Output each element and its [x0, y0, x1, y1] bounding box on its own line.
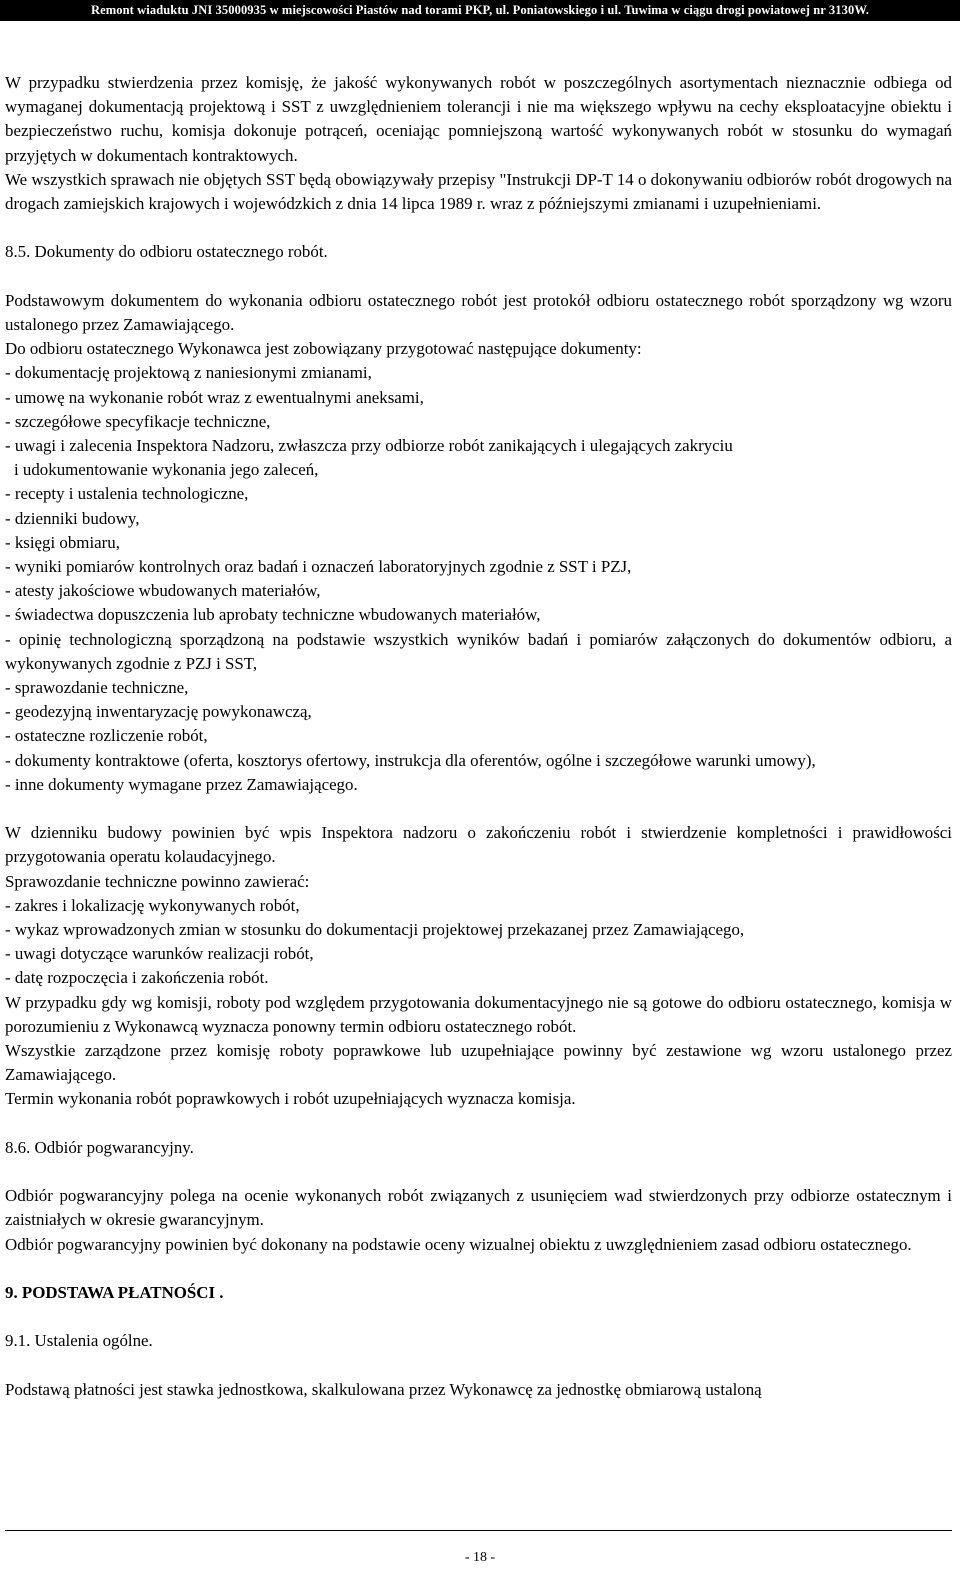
list-item: - recepty i ustalenia technologiczne,	[5, 484, 249, 504]
page-number: - 18 -	[464, 1550, 496, 1565]
list-item: - dokumenty kontraktowe (oferta, kosztorys ofertowy, instrukcja dla oferentów, ogólne i szczegółowe warunki umowy),	[5, 750, 816, 770]
paragraph-diary-entry: W dzienniku budowy powinien być wpis Inspektora nadzoru o zakończeniu robót i stwierdzenie kompletności i prawidłowości przygotowania operatu kolaudacyjnego.	[5, 823, 952, 867]
list-item: - wyniki pomiarów kontrolnych oraz badań i oznaczeń laboratoryjnych zgodnie z SST i PZJ,	[5, 557, 632, 577]
list-item: - księgi obmiaru,	[5, 532, 120, 552]
list-item: - ostateczne rozliczenie robót,	[5, 726, 208, 746]
section-heading-9-1: 9.1. Ustalenia ogólne.	[5, 1331, 153, 1351]
paragraph-not-ready: W przypadku gdy wg komisji, roboty pod względem przygotowania dokumentacyjnego nie są gotowe do odbioru ostatecznego, komisja w porozumieniu z Wykonawcą wyznacza ponowny termin odbioru ostatecznego robót.	[5, 992, 952, 1036]
list-item: - uwagi i zalecenia Inspektora Nadzoru, zwłaszcza przy odbiorze robót zanikających i ulegających zakryciu	[5, 436, 733, 456]
paragraph-regulations: We wszystkich sprawach nie objętych SST będą obowiązywały przepisy "Instrukcji DP-T 14 o dokonywaniu odbiorów robót drogowych na drogach zamiejskich krajowych i wojewódzkich z dnia 14 lipca 1989 r. wraz z późniejszymi zmianami i uzupełnieniami.	[5, 169, 952, 214]
list-item-continuation: i udokumentowanie wykonania jego zaleceń,	[14, 460, 319, 480]
document-body	[5, 71, 952, 1402]
running-header: Remont wiaduktu JNI 35000935 w miejscowości Piastów nad torami PKP, ul. Poniatowskiego i ul. Tuwima w ciągu drogi powiatowej nr 3130W.	[0, 0, 960, 21]
list-item: - dzienniki budowy,	[5, 508, 140, 528]
list-item: - umowę na wykonanie robót wraz z ewentualnymi aneksami,	[5, 387, 424, 407]
list-item: - szczegółowe specyfikacje techniczne,	[5, 411, 271, 431]
list-item: - zakres i lokalizację wykonywanych robót,	[5, 895, 300, 915]
paragraph-documents-intro: Do odbioru ostatecznego Wykonawca jest zobowiązany przygotować następujące dokumenty:	[5, 339, 642, 359]
paragraph-deadline: Termin wykonania robót poprawkowych i robót uzupełniających wyznacza komisja.	[5, 1089, 576, 1109]
paragraph-quality-deductions: W przypadku stwierdzenia przez komisję, że jakość wykonywanych robót w poszczególnych asortymentach nieznacznie odbiega od wymaganej dokumentacją projektową i SST z uwzględnieniem tolerancji i nie ma większego wpływu na cechy eksploatacyjne obiektu i bezpieczeństwo ruchu, komisja dokonuje potrąceń, oceniając pomniejszoną wartość wykonywanych robót w stosunku do wymagań przyjętych w dokumentach kontraktowych.	[5, 73, 952, 165]
list-item: - datę rozpoczęcia i zakończenia robót.	[5, 968, 269, 988]
list-item: - opinię technologiczną sporządzoną na podstawie wszystkich wyników badań i pomiarów załączonych do dokumentów odbioru, a wykonywanych zgodnie z PZJ i SST,	[5, 629, 952, 673]
section-heading-8-6: 8.6. Odbiór pogwarancyjny.	[5, 1137, 194, 1157]
list-item: - świadectwa dopuszczenia lub aprobaty techniczne wbudowanych materiałów,	[5, 605, 541, 625]
list-item: - inne dokumenty wymagane przez Zamawiającego.	[5, 774, 358, 794]
footer-divider	[5, 1530, 952, 1531]
paragraph-protocol: Podstawowym dokumentem do wykonania odbioru ostatecznego robót jest protokół odbioru ostatecznego robót sporządzony wg wzoru ustalonego przez Zamawiającego.	[5, 290, 952, 334]
list-item: - dokumentację projektową z naniesionymi zmianami,	[5, 363, 372, 383]
section-heading-8-5: 8.5. Dokumenty do odbioru ostatecznego robót.	[5, 242, 328, 262]
paragraph-post-warranty-2: Odbiór pogwarancyjny powinien być dokonany na podstawie oceny wizualnej obiektu z uwzględnieniem zasad odbioru ostatecznego.	[5, 1234, 912, 1254]
paragraph-corrective-works: Wszystkie zarządzone przez komisję roboty poprawkowe lub uzupełniające powinny być zestawione wg wzoru ustalonego przez Zamawiającego.	[5, 1041, 952, 1085]
paragraph-post-warranty-1: Odbiór pogwarancyjny polega na ocenie wykonanych robót związanych z usunięciem wad stwierdzonych przy odbiorze ostatecznym i zaistniałych w okresie gwarancyjnym.	[5, 1186, 952, 1230]
list-item: - atesty jakościowe wbudowanych materiałów,	[5, 581, 321, 601]
section-heading-9: 9. PODSTAWA PŁATNOŚCI .	[5, 1283, 224, 1303]
paragraph-report-intro: Sprawozdanie techniczne powinno zawierać:	[5, 871, 310, 891]
list-item: - geodezyjną inwentaryzację powykonawczą,	[5, 702, 312, 722]
list-item: - sprawozdanie techniczne,	[5, 678, 189, 698]
list-item: - uwagi dotyczące warunków realizacji robót,	[5, 944, 314, 964]
paragraph-payment-basis: Podstawą płatności jest stawka jednostkowa, skalkulowana przez Wykonawcę za jednostkę obmiarową ustaloną	[5, 1379, 762, 1399]
list-item: - wykaz wprowadzonych zmian w stosunku do dokumentacji projektowej przekazanej przez Zamawiającego,	[5, 920, 745, 940]
